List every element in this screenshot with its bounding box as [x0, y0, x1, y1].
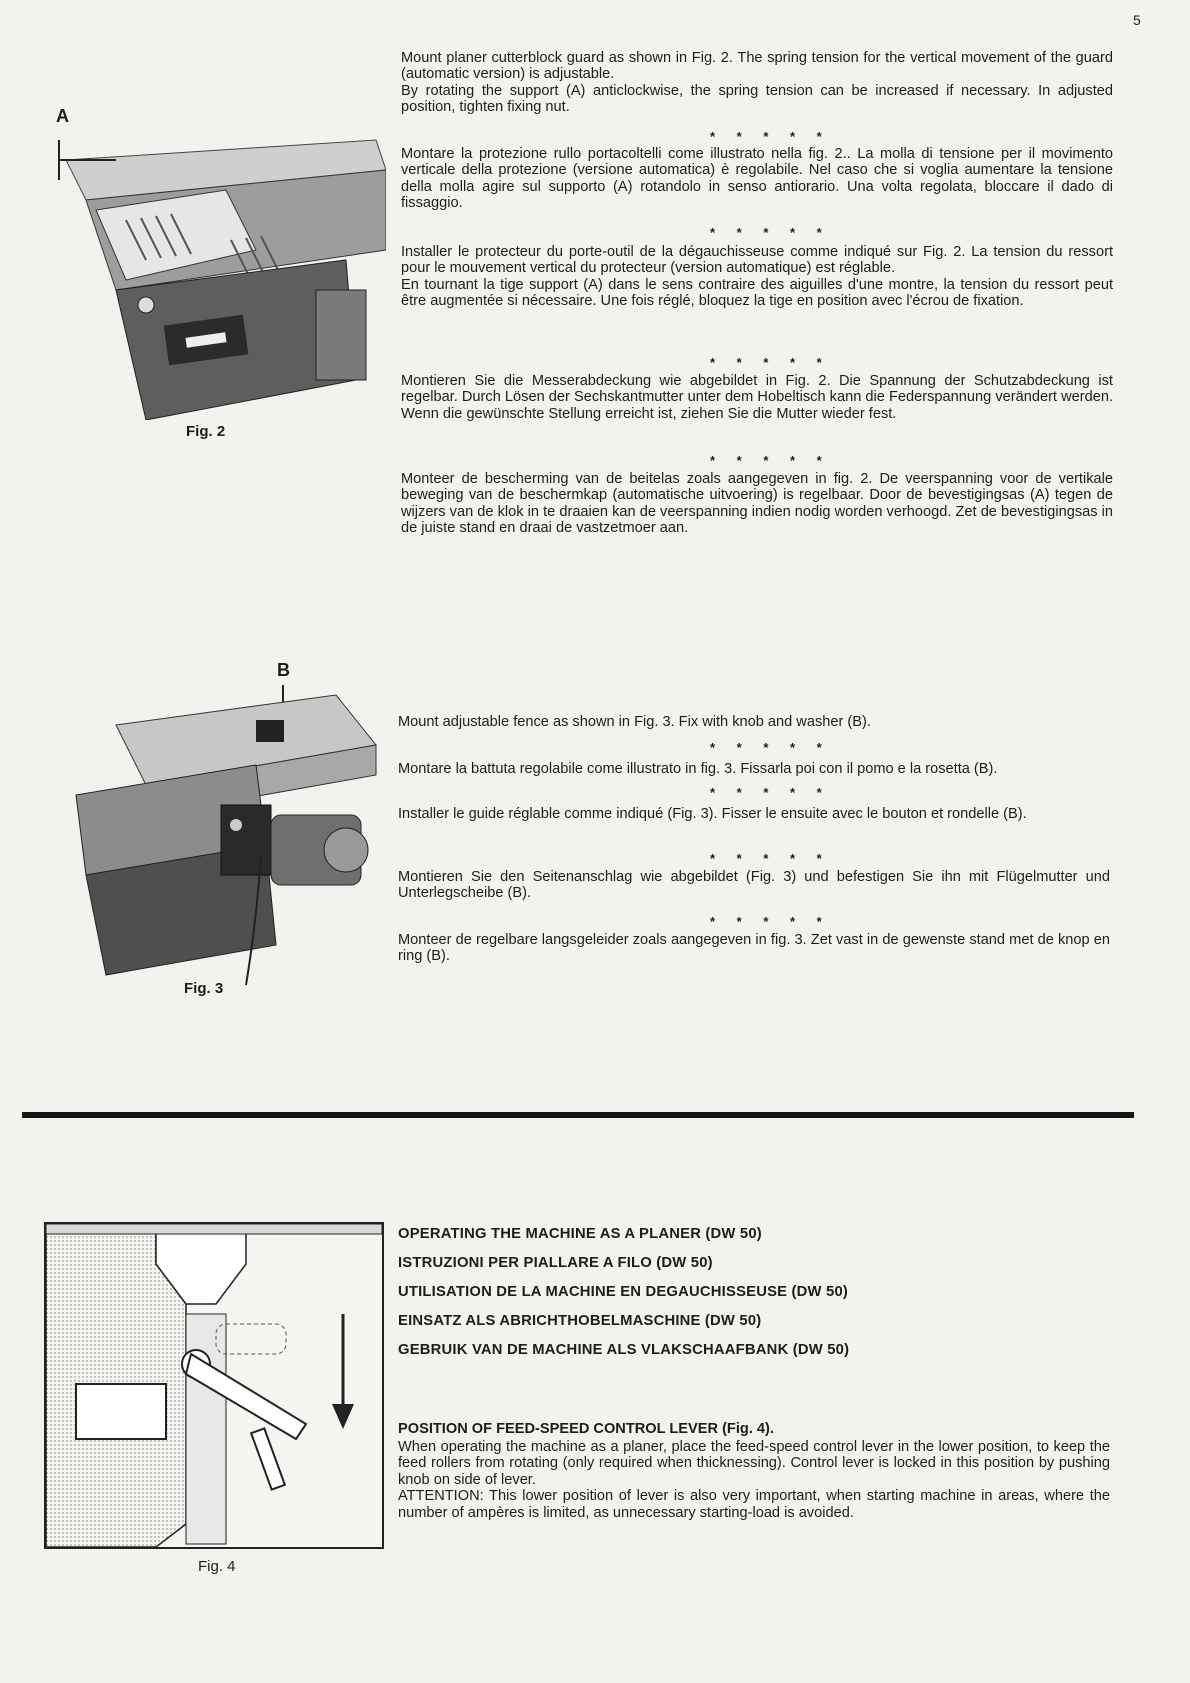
separator-4: * * * * * — [710, 453, 831, 468]
fig4-label: Fig. 4 — [198, 1558, 236, 1575]
separator-6: * * * * * — [710, 785, 831, 800]
separator-3: * * * * * — [710, 355, 831, 370]
fig3-text-it: Montare la battuta regolabile come illustrato in fig. 3. Fissarla poi con il pomo e la rosetta (B). — [398, 761, 998, 777]
callout-a: A — [56, 106, 69, 126]
feed-lever-body — [398, 1439, 1110, 1521]
fig3-text-de: Montieren Sie den Seitenanschlag wie abgebildet (Fig. 3) und befestigen Sie ihn mit Flügelmutter und Unterlegscheibe (B). — [398, 869, 1110, 902]
fig3-text-en: Mount adjustable fence as shown in Fig. 3. Fix with knob and washer (B). — [398, 714, 871, 730]
fig2-text-de — [401, 373, 1113, 422]
section-divider — [22, 1112, 1134, 1118]
heading-nl: GEBRUIK VAN DE MACHINE ALS VLAKSCHAAFBANK (DW 50) — [398, 1342, 850, 1358]
fig3-photo — [56, 685, 386, 985]
separator-2: * * * * * — [710, 225, 831, 240]
heading-it: ISTRUZIONI PER PIALLARE A FILO (DW 50) — [398, 1255, 713, 1271]
fig2-en-line-1: Mount planer cutterblock guard as shown in Fig. 2. The spring tension for the vertical movement of the guard (automatic version) is adjustable. — [401, 50, 1113, 83]
fig2-text-it — [401, 146, 1113, 212]
fig2-text-en — [401, 50, 1113, 116]
fig2-en-line-2: By rotating the support (A) anticlockwise, the spring tension can be increased if necessary. In adjusted position, tighten fixing nut. — [401, 82, 1113, 116]
fig2-nl-line-1: Monteer de bescherming van de beitelas zoals aangegeven in fig. 2. De veerspanning voor de vertikale beweging van de beschermkap (automatische uitvoering) is regelbaar. Door de bevestigingsas (A) tegen de wijzers van de klok in te draaien kan de veerspanning indien nodig worden verhoogd. Zet de bevestigingsas in de juiste stand en draai de vastzetmoer aan. — [401, 471, 1113, 537]
fig2-de-line-1: Montieren Sie die Messerabdeckung wie abgebildet in Fig. 2. Die Spannung der Schutzabdeckung ist regelbar. Durch Lösen der Sechskantmutter unter dem Hobeltisch kann die Federspannung verändert werden. Wenn die gewünschte Stellung erreicht ist, ziehen Sie die Mutter wieder fest. — [401, 373, 1113, 422]
planer-headings — [398, 1220, 849, 1365]
page-number: 5 — [1133, 12, 1141, 28]
feed-lever-body-1: When operating the machine as a planer, place the feed-speed control lever in the lower position, to keep the feed rollers from rotating (only required when thicknessing). Control lever is locked in this position by pushing knob on side of lever. — [398, 1439, 1110, 1488]
heading-en: OPERATING THE MACHINE AS A PLANER (DW 50) — [398, 1226, 762, 1242]
callout-b: B — [277, 660, 290, 680]
fig2-fr-line-1: Installer le protecteur du porte-outil de la dégauchisseuse comme indiqué sur Fig. 2. La tension du ressort pour le mouvement vertical du protecteur (version automatique) est réglable. — [401, 244, 1113, 277]
fig2-fr-line-2: En tournant la tige support (A) dans le sens contraire des aiguilles d'une montre, la tension du ressort peut être augmentée si nécessaire. Une fois réglé, bloquez la tige en position avec l'écrou de fixation. — [401, 276, 1113, 310]
fig2-photo — [56, 130, 386, 420]
fig2-text-fr — [401, 244, 1113, 310]
fig2-label: Fig. 2 — [186, 423, 226, 440]
heading-de: EINSATZ ALS ABRICHTHOBELMASCHINE (DW 50) — [398, 1313, 762, 1329]
separator-1: * * * * * — [710, 129, 831, 144]
separator-5: * * * * * — [710, 740, 831, 755]
fig4-diagram — [44, 1222, 384, 1549]
heading-fr: UTILISATION DE LA MACHINE EN DEGAUCHISSEUSE (DW 50) — [398, 1284, 849, 1300]
fig3-text-fr: Installer le guide réglable comme indiqué (Fig. 3). Fisser le ensuite avec le bouton et rondelle (B). — [398, 806, 1027, 822]
fig3-label: Fig. 3 — [184, 980, 224, 997]
fig2-text-nl — [401, 471, 1113, 537]
fig2-it-line-1: Montare la protezione rullo portacoltelli come illustrato nella fig. 2.. La molla di tensione per il movimento verticale della protezione (versione automatica) è regolabile. Nel caso che si voglia aumentare la tensione della molla agire sul supporto (A) rotandolo in senso antiorario. Una volta regolata, bloccare il dado di fissaggio. — [401, 146, 1113, 212]
feed-lever-body-2: ATTENTION: This lower position of lever is also very important, when starting machine in areas, where the number of ampères is limited, as unnecessary starting-load is avoided. — [398, 1488, 1110, 1521]
separator-7: * * * * * — [710, 851, 831, 866]
fig3-text-nl: Monteer de regelbare langsgeleider zoals aangegeven in fig. 3. Zet vast in de gewenste stand met de knop en ring (B). — [398, 932, 1110, 965]
separator-8: * * * * * — [710, 914, 831, 929]
feed-lever-subheading: POSITION OF FEED-SPEED CONTROL LEVER (Fig. 4). — [398, 1421, 774, 1437]
